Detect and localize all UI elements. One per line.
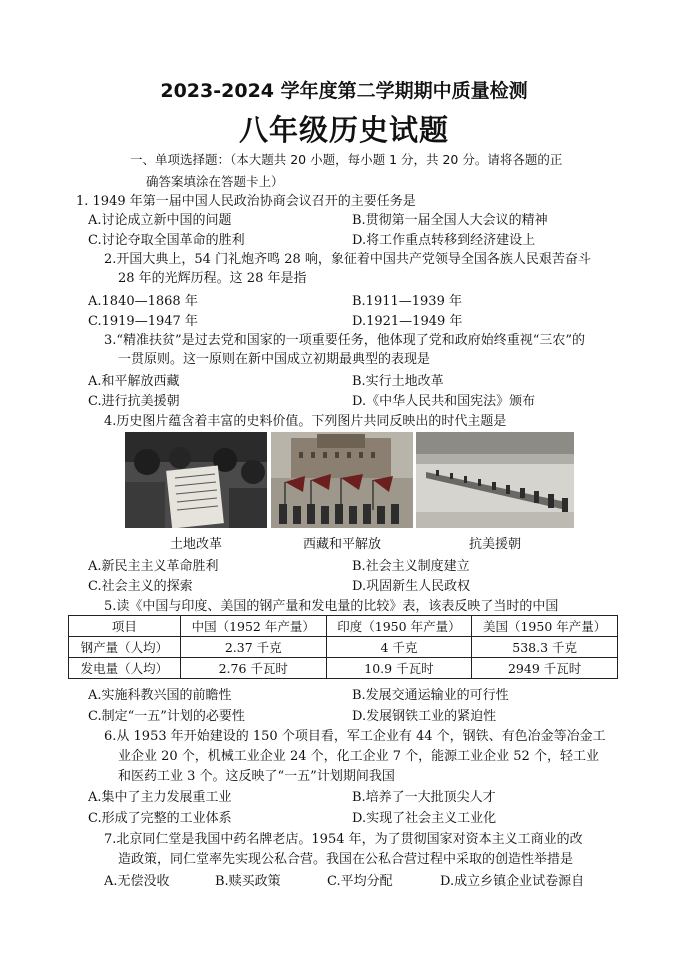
land-reform-photo <box>125 432 267 528</box>
exam-subtitle: 八年级历史试题 <box>238 113 449 147</box>
exam-title: 2023-2024 学年度第二学期期中质量检测 <box>160 80 528 102</box>
question-1-option-b[interactable]: B.贯彻第一届全国人大会议的精神 <box>352 213 548 228</box>
steel-power-comparison-table <box>68 615 618 679</box>
section-instruction-line1: 一、单项选择题：（本大题共 20 小题，每小题 1 分，共 20 分。请将各题的正 <box>130 152 563 167</box>
question-2-stem-line1: 2.开国大典上，54 门礼炮齐鸣 28 响，象征着中国共产党领导全国各族人民艰苦奋斗 <box>104 252 591 267</box>
question-4-option-d[interactable]: D.巩固新生人民政权 <box>352 579 471 594</box>
question-3-option-c[interactable]: C.进行抗美援朝 <box>88 394 180 409</box>
question-6-option-c[interactable]: C.形成了完整的工业体系 <box>88 811 232 826</box>
table-row <box>69 658 618 679</box>
question-2-option-d[interactable]: D.1921—1949 年 <box>352 314 463 329</box>
table-row <box>69 637 618 658</box>
question-3-option-b[interactable]: B.实行土地改革 <box>352 374 444 389</box>
table-header-cell: 美国（1950 年产量） <box>472 616 618 637</box>
question-6-option-a[interactable]: A.集中了主力发展重工业 <box>88 790 232 805</box>
question-4-option-a[interactable]: A.新民主主义革命胜利 <box>88 559 219 574</box>
question-6-stem-line3: 和医药工业 3 个。这反映了“一五”计划期间我国 <box>118 769 395 784</box>
question-4-stem: 4.历史图片蕴含着丰富的史料价值。下列图片共同反映出的时代主题是 <box>104 414 507 429</box>
table-cell: 钢产量（人均） <box>69 637 181 658</box>
table-cell: 发电量（人均） <box>69 658 181 679</box>
question-3-option-d[interactable]: D.《中华人民共和国宪法》颁布 <box>352 394 536 409</box>
question-3-stem-line2: 一贯原则。这一原则在新中国成立初期最典型的表现是 <box>118 352 431 367</box>
question-1-option-d[interactable]: D.将工作重点转移到经济建设上 <box>352 233 536 248</box>
question-1-option-c[interactable]: C.讨论夺取全国革命的胜利 <box>88 233 245 248</box>
question-1-option-a[interactable]: A.讨论成立新中国的问题 <box>88 213 232 228</box>
question-5-option-a[interactable]: A.实施科教兴国的前瞻性 <box>88 688 232 703</box>
section-instruction-line2: 确答案填涂在答题卡上） <box>146 174 284 189</box>
question-5-stem: 5.读《中国与印度、美国的钢产量和发电量的比较》表，该表反映了当时的中国 <box>104 599 559 614</box>
question-6-stem-line2: 业企业 20 个，机械工业企业 24 个，化工企业 7 个，能源工业企业 52 个，轻工业 <box>118 749 599 764</box>
tibet-liberation-photo <box>271 432 413 528</box>
question-7-option-d[interactable]: D.成立乡镇企业试卷源自 <box>440 874 585 889</box>
question-5-option-d[interactable]: D.发展钢铁工业的紧迫性 <box>352 709 497 724</box>
question-7-option-a[interactable]: A.无偿没收 <box>104 874 170 889</box>
question-3-option-a[interactable]: A.和平解放西藏 <box>88 374 180 389</box>
table-cell: 4 千克 <box>326 637 472 658</box>
table-header-row <box>69 616 618 637</box>
caption-tibet-liberation: 西藏和平解放 <box>302 537 381 552</box>
caption-land-reform: 土地改革 <box>169 537 222 552</box>
question-7-option-c[interactable]: C.平均分配 <box>327 874 393 889</box>
table-cell: 2949 千瓦时 <box>472 658 618 679</box>
question-5-option-b[interactable]: B.发展交通运输业的可行性 <box>352 688 509 703</box>
table-cell: 10.9 千瓦时 <box>326 658 472 679</box>
table-header-cell: 中国（1952 年产量） <box>180 616 326 637</box>
question-6-stem-line1: 6.从 1953 年开始建设的 150 个项目看，军工企业有 44 个，钢铁、有色冶金等冶金工 <box>104 729 606 744</box>
question-7-stem-line2: 造政策，同仁堂率先实现公私合营。我国在公私合营过程中采取的创造性举措是 <box>118 852 574 867</box>
table-cell: 538.3 千克 <box>472 637 618 658</box>
table-cell: 2.76 千瓦时 <box>180 658 326 679</box>
question-1-stem: 1. 1949 年第一届中国人民政治协商会议召开的主要任务是 <box>76 194 416 209</box>
resist-america-aid-korea-photo <box>416 432 574 528</box>
question-7-stem-line1: 7.北京同仁堂是我国中药名牌老店。1954 年，为了贯彻国家对资本主义工商业的改 <box>104 832 583 847</box>
question-2-option-c[interactable]: C.1919—1947 年 <box>88 314 198 329</box>
table-header-cell: 项目 <box>69 616 181 637</box>
question-3-stem-line1: 3.“精准扶贫”是过去党和国家的一项重要任务，他体现了党和政府始终重视“三农”的 <box>104 333 585 348</box>
question-7-option-b[interactable]: B.赎买政策 <box>215 874 281 889</box>
table-header-cell: 印度（1950 年产量） <box>326 616 472 637</box>
question-2-option-a[interactable]: A.1840—1868 年 <box>88 294 198 309</box>
caption-resist-america: 抗美援朝 <box>468 537 521 552</box>
question-6-option-d[interactable]: D.实现了社会主义工业化 <box>352 811 497 826</box>
table-cell: 2.37 千克 <box>180 637 326 658</box>
question-2-stem-line2: 28 年的光辉历程。这 28 年是指 <box>118 271 307 286</box>
question-4-option-b[interactable]: B.社会主义制度建立 <box>352 559 470 574</box>
question-5-option-c[interactable]: C.制定“一五”计划的必要性 <box>88 709 245 724</box>
question-4-option-c[interactable]: C.社会主义的探索 <box>88 579 193 594</box>
question-6-option-b[interactable]: B.培养了一大批顶尖人才 <box>352 790 496 805</box>
question-2-option-b[interactable]: B.1911—1939 年 <box>352 294 462 309</box>
